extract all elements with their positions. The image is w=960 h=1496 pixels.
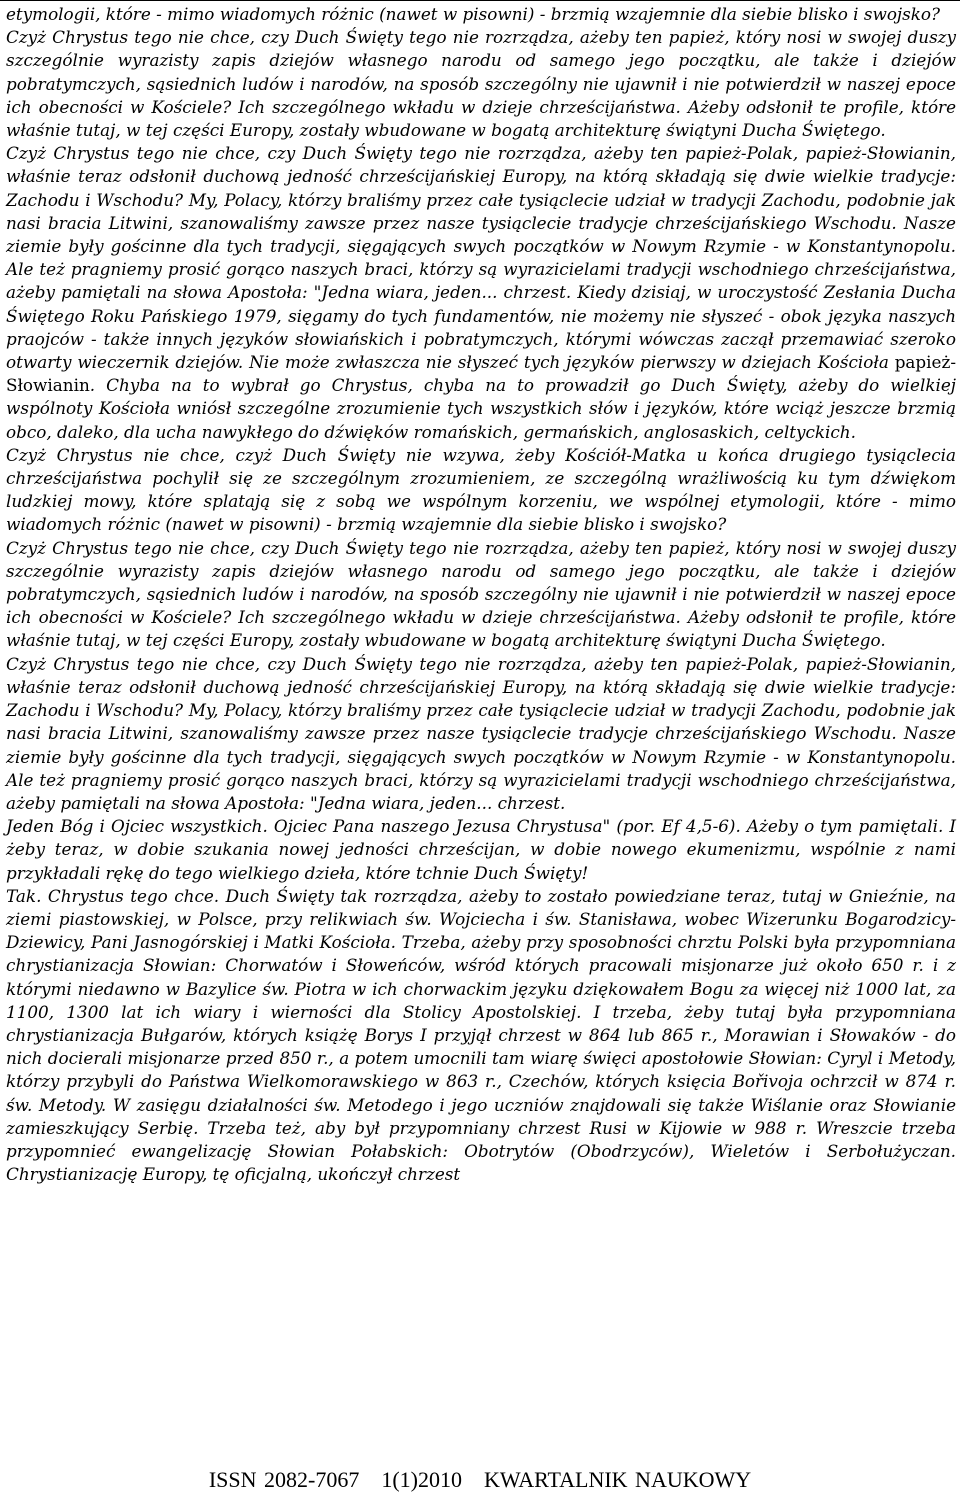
paragraph-italic-text: Czyż Chrystus tego nie chce, czy Duch Święty tego nie rozrządza, ażeby ten papież-Polak, papież-Słowianin, właśnie teraz odsłonił duchową jedność chrześcijańskiej Europy, na którą składają się dwie wielkie tradycje: Zachodu i Wschodu? My, Polacy, którzy braliśmy przez całe tysiąclecie udział w tradycji Zachodu, podobnie jak nasi bracia Litwini, szanowaliśmy zawsze przez nasze tysiąclecie tradycje chrześcijańskiego Wschodu. Nasze ziemie były gościnne dla tych tradycji, sięgających swych początków w Nowym Rzymie - w Konstantynopolu. Ale też pragniemy prosić gorąco naszych braci, którzy są wyrazicielami tradycji wschodniego chrześcijaństwa, ażeby pamiętali na słowa Apostoła: "Jedna wiara, jeden... chrzest. [6,653,956,813]
paragraph-italic-text: Czyż Chrystus tego nie chce, czy Duch Święty tego nie rozrządza, ażeby ten papież, który nosi w swojej duszy szczególnie wyrazisty zapis dziejów własnego narodu od samego jego początku, ale także i dziejów pobratymczych, sąsiednich ludów i narodów, na sposób szczególny nie ujawnił i nie potwierdził w naszej epoce ich obecności w Kościele? Ich szczególnego wkładu w dzieje chrześcijaństwa. Ażeby odsłonił te profile, które właśnie tutaj, w tej części Europy, zostały wbudowane w bogatą architekturę świątyni Ducha Świętego. [6,27,956,141]
paragraph [6,885,956,1187]
paragraph-italic-text: . Chyba na to wybrał go Chrystus, chyba na to prowadził go Duch Święty, ażeby do wielkiej wspólnoty Kościoła wniósł szczególne zrozumienie tych wszystkich słów i języków, które wciąż jeszcze brzmią obco, daleko, dla ucha nawykłego do dźwięków romańskich, germańskich, anglosaskich, celtyckich. [6,375,956,442]
footer-journal-name: KWARTALNIK NAUKOWY [484,1467,752,1492]
article-body [6,3,956,1186]
footer-issue: 1(1)2010 [381,1467,462,1492]
paragraph-italic-text: Tak. Chrystus tego chce. Duch Święty tak rozrządza, ażeby to zostało powiedziane teraz, tutaj w Gnieźnie, na ziemi piastowskiej, w Polsce, przy relikwiach św. Wojciecha i św. Stanisława, wobec Wizerunku Bogarodzicy-Dziewicy, Pani Jasnogórskiej i Matki Kościoła. Trzeba, ażeby przy sposobności chrztu Polski była przypomniana chrystianizacja Słowian: Chorwatów i Słoweńców, wśród których pracowali misjonarze już około 650 r. i z którymi niedawno w Bazylice św. Piotra w ich chorwackim języku dziękowałem Bogu za więcej niż 1000 lat, za 1100, 1300 lat ich wiary i wierności dla Stolicy Apostolskiej. I trzeba, żeby tutaj była przypomniana chrystianizacja Bułgarów, których książę Borys I przyjął chrzest w 864 lub 865 r., Morawian i Słowaków - do nich docierali misjonarze przed 850 r., a potem umocnili tam wiarę święci apostołowie Słowian: Cyryl i Metody, którzy przybyli do Państwa Wielkomorawskiego w 863 r., Czechów, których księcia Bořivoja ochrzcił w 874 r. św. Metody. W zasięgu działalności św. Metodego i jego uczniów znajdowali się także Wiślanie oraz Słowianie zamieszkujący Serbię. Trzeba też, aby był przypomniany chrzest Rusi w Kijowie w 988 r. Wreszcie trzeba przypomnieć ewangelizację Słowian Połabskich: Obotrytów (Obodrzyców), Wieletów i Serbołużyczan. Chrystianizację Europy, tę oficjalną, ukończył chrzest [6,885,956,1185]
paragraph [6,3,956,26]
paragraph [6,815,956,885]
paragraph-italic-text: Czyż Chrystus nie chce, czyż Duch Święty nie wzywa, żeby Kościół-Matka u końca drugiego tysiąclecia chrześcijaństwa pochylił się ze szczególnym zrozumieniem, ze szczególną wrażliwością ku tym dźwiękom ludzkiej mowy, które splatają się z sobą we wspólnym korzeniu, we wspólnej etymologii, które - mimo wiadomych różnic (nawet w pisowni) - brzmią wzajemnie dla siebie blisko i swojsko? [6,444,956,535]
top-rule [0,0,960,1]
paragraph [6,653,956,815]
paragraph-italic-text: Czyż Chrystus tego nie chce, czy Duch Święty tego nie rozrządza, ażeby ten papież, który nosi w swojej duszy szczególnie wyrazisty zapis dziejów własnego narodu od samego jego początku, ale także i dziejów pobratymczych, sąsiednich ludów i narodów, na sposób szczególny nie ujawnił i nie potwierdził w naszej epoce ich obecności w Kościele? Ich szczególnego wkładu w dzieje chrześcijaństwa. Ażeby odsłonił te profile, które właśnie tutaj, w tej części Europy, zostały wbudowane w bogatą architekturę świątyni Ducha Świętego. [6,537,956,651]
paragraph [6,537,956,653]
paragraph [6,142,956,444]
paragraph-italic-text: etymologii, które - mimo wiadomych różnic (nawet w pisowni) - brzmią wzajemnie dla siebie blisko i swojsko? [6,4,941,24]
paragraph-italic-text: Jeden Bóg i Ojciec wszystkich. Ojciec Pana naszego Jezusa Chrystusa" (por. Ef 4,5-6). Ażeby o tym pamiętali. I żeby teraz, w dobie szukania nowej jedności chrześcijan, w dobie nowego ekumenizmu, wspólnie z nami przykładali rękę do tego wielkiego dzieła, które tchnie Duch Święty! [6,816,956,883]
page-footer [0,1467,960,1493]
footer-issn: ISSN 2082-7067 [208,1467,360,1492]
paragraph [6,26,956,142]
paragraph [6,444,956,537]
paragraph-normal-text: papież-Słowianin [6,352,956,396]
paragraph-italic-text: Czyż Chrystus tego nie chce, czy Duch Święty tego nie rozrządza, ażeby ten papież-Polak, papież-Słowianin, właśnie teraz odsłonił duchową jedność chrześcijańskiej Europy, na którą składają się dwie wielkie tradycje: Zachodu i Wschodu? My, Polacy, którzy braliśmy przez całe tysiąclecie udział w tradycji Zachodu, podobnie jak nasi bracia Litwini, szanowaliśmy zawsze przez nasze tysiąclecie tradycje chrześcijańskiego Wschodu. Nasze ziemie były gościnne dla tych tradycji, sięgających swych początków w Nowym Rzymie - w Konstantynopolu. Ale też pragniemy prosić gorąco naszych braci, którzy są wyrazicielami tradycji wschodniego chrześcijaństwa, ażeby pamiętali na słowa Apostoła: "Jedna wiara, jeden... chrzest. Kiedy dzisiaj, w uroczystość Zesłania Ducha Świętego Roku Pańskiego 1979, sięgamy do tych fundamentów, nie możemy nie słyszeć - obok języka naszych praojców - także innych języków słowiańskich i pobratymczych, którymi wówczas zaczął przemawiać szeroko otwarty wieczernik dziejów. Nie może zwłaszcza nie słyszeć tych języków pierwszy w dziejach Kościoła [6,143,956,373]
